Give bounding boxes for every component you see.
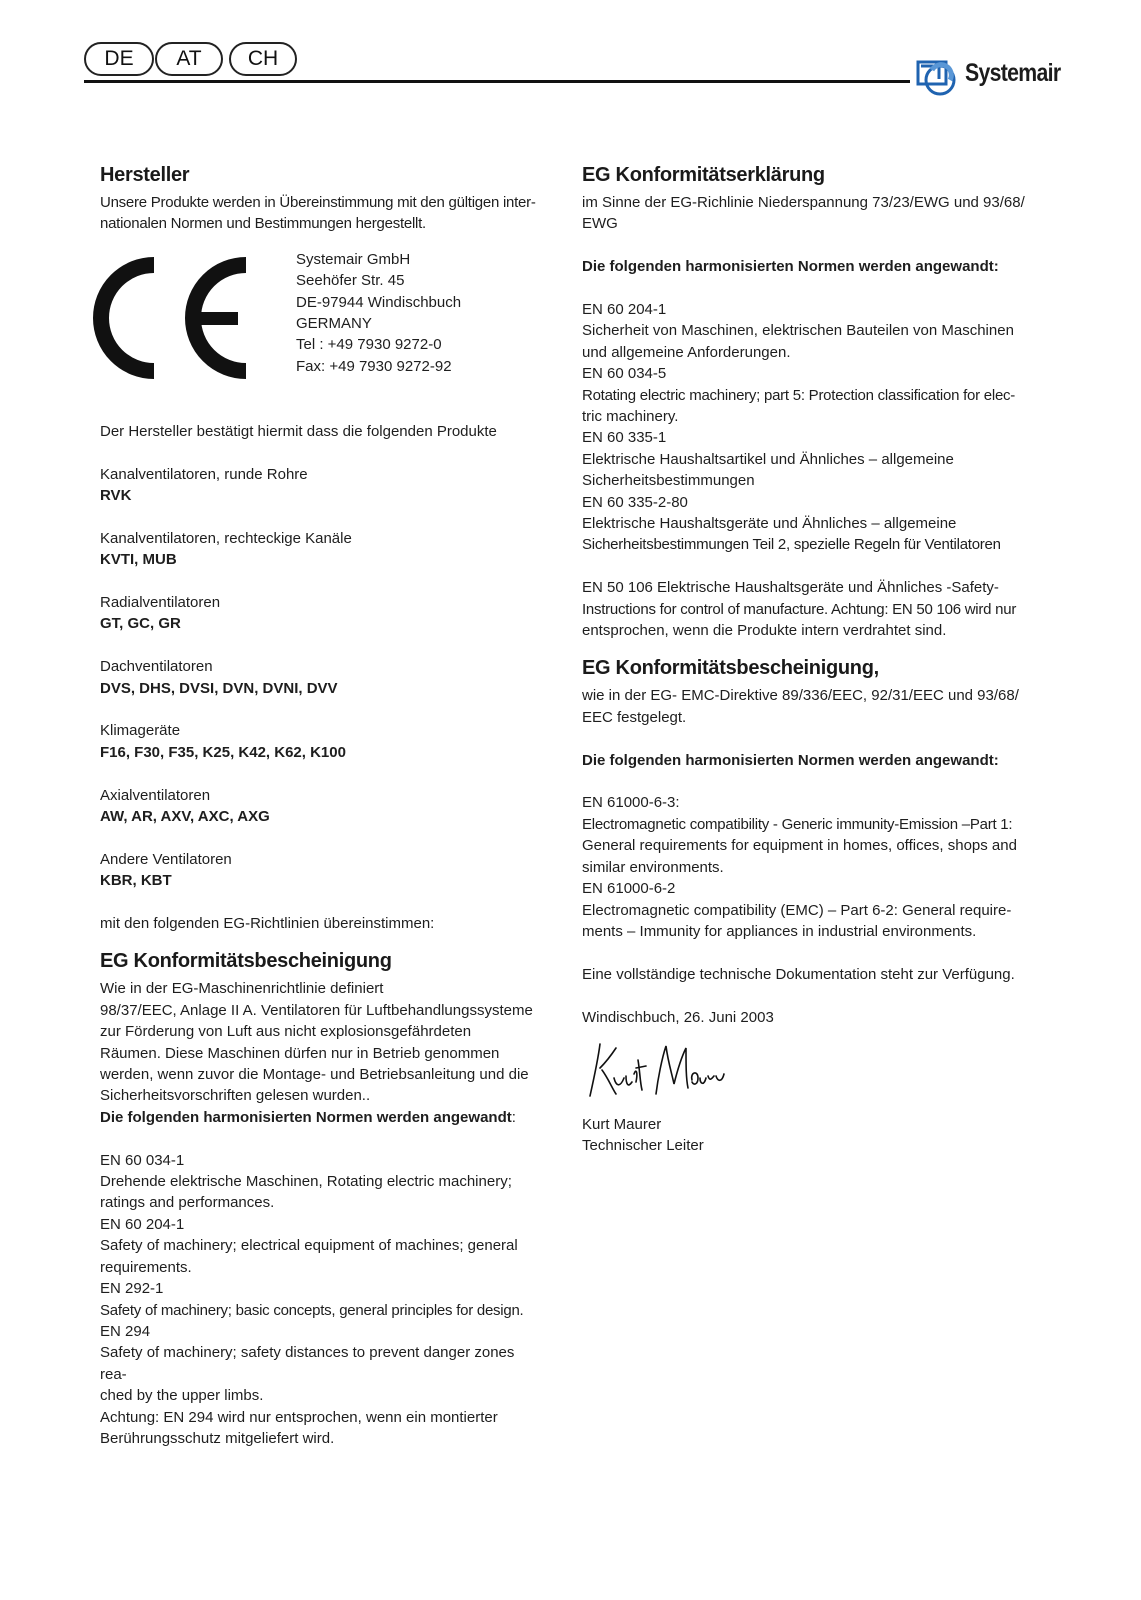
cert-line: Sicherheitsvorschriften gelesen wurden..: [100, 1087, 371, 1105]
cert-line: Wie in der EG-Maschinenrichtlinie definiert: [100, 980, 384, 998]
emc-line: EEC festgelegt.: [582, 708, 687, 726]
product-category: Kanalventilatoren, runde Rohre: [100, 465, 308, 483]
cert-line: werden, wenn zuvor die Montage- und Betriebsanleitung und die: [100, 1066, 529, 1084]
harmonised-standards-label: Die folgenden harmonisierten Normen werden angewandt:: [582, 751, 999, 769]
standard-line: Safety of machinery; safety distances to prevent danger zones rea-: [100, 1344, 515, 1383]
standard-line: EN 294: [100, 1322, 151, 1340]
product-models: AW, AR, AXV, AXC, AXG: [100, 808, 270, 826]
declaration-heading: EG Konformitätserklärung: [582, 164, 825, 186]
standard-line: Sicherheitsbestimmungen: [582, 472, 755, 490]
address-fax: Fax: +49 7930 9272-92: [296, 357, 452, 375]
standard-line: General requirements for equipment in homes, offices, shops and: [582, 837, 1017, 855]
emc-line: wie in der EG- EMC-Direktive 89/336/EEC, 92/31/EEC und 93/68/: [582, 687, 1019, 705]
standard-line: EN 60 034-1: [100, 1151, 185, 1169]
standard-line: Electromagnetic compatibility - Generic immunity-Emission –Part 1:: [582, 815, 1013, 833]
right-column: [582, 162, 1027, 1157]
country-badge-at: AT: [155, 42, 223, 76]
product-group: [100, 785, 540, 828]
product-group: [100, 464, 540, 507]
harmonised-standards-label: Die folgenden harmonisierten Normen werden angewandt:: [100, 1108, 516, 1126]
standard-line: tric machinery.: [582, 408, 679, 426]
standard-line: EN 60 034-5: [582, 365, 667, 383]
machinery-standards-list: [100, 1150, 540, 1450]
standard-line: EN 292-1: [100, 1280, 164, 1298]
paragraph-line: entsprochen, wenn die Produkte intern verdrahtet sind.: [582, 622, 947, 640]
standard-line: EN 60 204-1: [100, 1215, 185, 1233]
address-line: Seehöfer Str. 45: [296, 272, 405, 290]
standard-line: Electromagnetic compatibility (EMC) – Part 6-2: General require-: [582, 901, 1012, 919]
standard-line: Drehende elektrische Maschinen, Rotating electric machinery;: [100, 1173, 512, 1191]
country-badge-de: DE: [84, 42, 154, 76]
directives-text: mit den folgenden EG-Richtlinien übereinstimmen:: [100, 915, 435, 933]
product-group: [100, 849, 540, 892]
cert-line: Räumen. Diese Maschinen dürfen nur in Betrieb genommen: [100, 1044, 500, 1062]
standard-line: und allgemeine Anforderungen.: [582, 343, 791, 361]
standard-line: ratings and performances.: [100, 1194, 275, 1212]
standard-line: Sicherheitsbestimmungen Teil 2, spezielle Regeln für Ventilatoren: [582, 536, 1001, 554]
product-models: KBR, KBT: [100, 872, 172, 890]
product-models: KVTI, MUB: [100, 551, 177, 569]
cert-line: 98/37/EEC, Anlage II A. Ventilatoren für Luftbehandlungssysteme: [100, 1001, 533, 1019]
address-line: Systemair GmbH: [296, 250, 411, 268]
cert-heading: EG Konformitätsbescheinigung: [100, 950, 392, 973]
standard-line: EN 61000-6-3:: [582, 794, 680, 812]
signature-image: [582, 1038, 732, 1108]
standard-line: ched by the upper limbs.: [100, 1387, 264, 1405]
standard-line: Elektrische Haushaltsartikel und Ähnliches – allgemeine: [582, 450, 954, 468]
ce-address-block: [100, 249, 540, 421]
standard-line: Safety of machinery; electrical equipment of machines; general: [100, 1237, 518, 1255]
address-line: DE-97944 Windischbuch: [296, 293, 462, 311]
standard-line: Achtung: EN 294 wird nur entsprochen, wenn ein montierter: [100, 1408, 498, 1426]
product-models: RVK: [100, 487, 132, 505]
product-category: Dachventilatoren: [100, 658, 213, 676]
left-column: [100, 162, 540, 1449]
standard-line: requirements.: [100, 1258, 192, 1276]
en50106-paragraph: [582, 577, 1027, 641]
standard-line: EN 60 335-2-80: [582, 493, 688, 511]
address-line: GERMANY: [296, 315, 372, 333]
product-group: [100, 720, 540, 763]
standard-line: Rotating electric machinery; part 5: Protection classification for elec-: [582, 386, 1016, 404]
product-models: F16, F30, F35, K25, K42, K62, K100: [100, 743, 346, 761]
product-group: [100, 592, 540, 635]
signer-name: Kurt Maurer: [582, 1115, 662, 1133]
header-rule: [84, 80, 910, 83]
standard-line: EN 60 204-1: [582, 301, 667, 318]
product-category: Radialventilatoren: [100, 594, 221, 612]
product-category: Klimageräte: [100, 722, 181, 740]
product-category: Andere Ventilatoren: [100, 850, 232, 868]
product-models: GT, GC, GR: [100, 615, 181, 633]
product-group: [100, 656, 540, 699]
product-category: Axialventilatoren: [100, 786, 211, 804]
standard-line: Sicherheit von Maschinen, elektrischen Bauteilen von Maschinen: [582, 322, 1014, 340]
standard-line: Safety of machinery; basic concepts, general principles for design.: [100, 1301, 524, 1319]
address-phone: Tel : +49 7930 9272-0: [296, 336, 442, 354]
standard-line: ments – Immunity for appliances in industrial environments.: [582, 922, 977, 940]
manufacturer-heading: Hersteller: [100, 164, 190, 186]
standard-line: Elektrische Haushaltsgeräte und Ähnliches – allgemeine: [582, 515, 957, 533]
ce-mark-icon: [92, 257, 254, 379]
emc-heading: EG Konformitätsbescheinigung,: [582, 657, 879, 680]
standard-line: Berührungsschutz mitgeliefert wird.: [100, 1429, 335, 1447]
country-badge-ch: CH: [229, 42, 297, 76]
standard-line: EN 61000-6-2: [582, 880, 676, 898]
declaration-line: EWG: [582, 215, 618, 233]
page-header: [0, 0, 1141, 110]
manufacturer-address: [296, 249, 461, 377]
confirm-text: Der Hersteller bestätigt hiermit dass die folgenden Produkte: [100, 422, 497, 440]
harmonised-standards-label: Die folgenden harmonisierten Normen werden angewandt:: [582, 258, 999, 276]
brand-name: Systemair: [965, 59, 1061, 87]
paragraph-line: EN 50 106 Elektrische Haushaltsgeräte und Ähnliches -Safety-: [582, 579, 999, 597]
declaration-line: im Sinne der EG-Richlinie Niederspannung 73/23/EWG und 93/68/: [582, 194, 1025, 211]
standard-line: similar environments.: [582, 858, 724, 876]
documentation-note: Eine vollständige technische Dokumentation steht zur Verfügung.: [582, 965, 1015, 983]
standard-line: EN 60 335-1: [582, 429, 667, 447]
emc-standards-list: [582, 792, 1027, 942]
signer-title: Technischer Leiter: [582, 1137, 704, 1155]
product-models: DVS, DHS, DVSI, DVN, DVNI, DVV: [100, 679, 338, 697]
product-group: [100, 528, 540, 571]
cert-line: zur Förderung von Luft aus nicht explosionsgefährdeten: [100, 1023, 472, 1041]
product-category: Kanalventilatoren, rechteckige Kanäle: [100, 529, 352, 547]
place-date: Windischbuch, 26. Juni 2003: [582, 1008, 774, 1026]
paragraph-line: Instructions for control of manufacture. Achtung: EN 50 106 wird nur: [582, 600, 1017, 618]
manufacturer-text: Unsere Produkte werden in Übereinstimmung mit den gültigen inter-nationalen Normen und Bestimmungen hergestellt.: [100, 194, 536, 233]
low-voltage-standards-list: [582, 299, 1027, 556]
